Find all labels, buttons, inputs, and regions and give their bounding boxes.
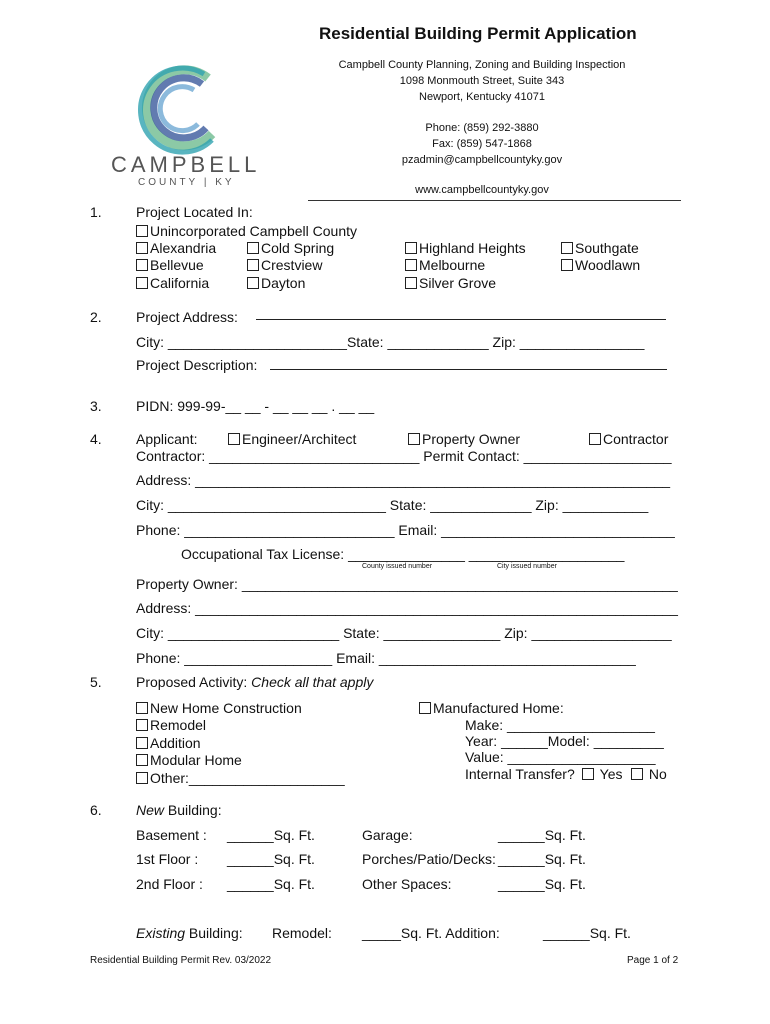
second-floor-label: 2nd Floor : <box>136 876 203 892</box>
checkbox-icon[interactable] <box>228 433 240 445</box>
other-spaces-sqft-field[interactable]: ______Sq. Ft. <box>498 876 586 892</box>
second-floor-sqft-field[interactable]: ______Sq. Ft. <box>227 876 315 892</box>
owner-address-line[interactable]: Address: ______________________________________________________________ <box>136 600 678 616</box>
checkbox-icon[interactable] <box>136 772 148 784</box>
section-number: 5. <box>90 674 102 690</box>
dept-website: www.campbellcountyky.gov <box>415 184 549 196</box>
dept-email: pzadmin@campbellcountyky.gov <box>401 154 563 166</box>
checkbox-dayton[interactable]: Dayton <box>247 275 305 291</box>
checkbox-icon[interactable] <box>136 277 148 289</box>
garage-label: Garage: <box>362 827 413 843</box>
section-number: 6. <box>90 802 102 818</box>
owner-city-line[interactable]: City: ______________________ State: _______________ Zip: __________________ <box>136 625 672 641</box>
checkbox-icon[interactable] <box>136 754 148 766</box>
addition-sqft-field[interactable]: ______Sq. Ft. <box>543 925 631 941</box>
project-address-label: Project Address: <box>136 309 238 325</box>
first-floor-label: 1st Floor : <box>136 851 199 867</box>
checkbox-addition[interactable]: Addition <box>136 735 201 751</box>
checkbox-icon[interactable] <box>561 242 573 254</box>
make-field[interactable]: Make: ___________________ <box>465 717 655 733</box>
applicant-city-line[interactable]: City: ____________________________ State: _____________ Zip: ___________ <box>136 497 649 513</box>
existing-building-label: Existing Building: <box>136 925 243 941</box>
checkbox-icon[interactable] <box>589 433 601 445</box>
project-description-label: Project Description: <box>136 357 258 373</box>
porches-label: Porches/Patio/Decks: <box>362 851 496 867</box>
checkbox-unincorporated[interactable]: Unincorporated Campbell County <box>136 223 357 239</box>
first-floor-sqft-field[interactable]: ______Sq. Ft. <box>227 851 315 867</box>
footer-revision: Residential Building Permit Rev. 03/2022 <box>90 955 272 966</box>
pidn-field[interactable]: PIDN: 999-99-__ __ - __ __ __ . __ __ <box>136 398 375 414</box>
porches-sqft-field[interactable]: ______Sq. Ft. <box>498 851 586 867</box>
checkbox-melbourne[interactable]: Melbourne <box>405 257 485 273</box>
dept-phone: Phone: (859) 292-3880 <box>425 122 539 134</box>
county-issued-caption: County issued number <box>362 563 433 570</box>
checkbox-icon[interactable] <box>247 242 259 254</box>
checkbox-woodlawn[interactable]: Woodlawn <box>561 257 640 273</box>
occupational-tax-line[interactable]: Occupational Tax License: _______________ ____________________ <box>181 546 625 562</box>
basement-sqft-field[interactable]: ______Sq. Ft. <box>227 827 315 843</box>
garage-sqft-field[interactable]: ______Sq. Ft. <box>498 827 586 843</box>
checkbox-engineer-architect[interactable]: Engineer/Architect <box>228 431 356 447</box>
checkbox-property-owner[interactable]: Property Owner <box>408 431 520 447</box>
checkbox-alexandria[interactable]: Alexandria <box>136 240 216 256</box>
basement-label: Basement : <box>136 827 207 843</box>
checkbox-icon[interactable] <box>247 277 259 289</box>
checkbox-silver-grove[interactable]: Silver Grove <box>405 275 496 291</box>
section-number: 2. <box>90 309 102 325</box>
checkbox-highland-heights[interactable]: Highland Heights <box>405 240 526 256</box>
checkbox-icon[interactable] <box>582 768 594 780</box>
checkbox-icon[interactable] <box>136 737 148 749</box>
checkbox-icon[interactable] <box>136 225 148 237</box>
value-field[interactable]: Value: ___________________ <box>465 749 656 765</box>
checkbox-modular-home[interactable]: Modular Home <box>136 752 242 768</box>
project-location-label: Project Located In: <box>136 204 253 220</box>
checkbox-icon[interactable] <box>419 702 431 714</box>
checkbox-icon[interactable] <box>136 259 148 271</box>
contractor-line[interactable]: Contractor: ___________________________ Permit Contact: ___________________ <box>136 448 672 464</box>
header-divider <box>308 200 681 201</box>
applicant-phone-line[interactable]: Phone: ___________________________ Email: ______________________________ <box>136 522 675 538</box>
dept-fax: Fax: (859) 547-1868 <box>432 138 532 150</box>
checkbox-manufactured-home[interactable]: Manufactured Home: <box>419 700 564 716</box>
applicant-address-line[interactable]: Address: _____________________________________________________________ <box>136 472 671 488</box>
checkbox-bellevue[interactable]: Bellevue <box>136 257 204 273</box>
checkbox-icon[interactable] <box>136 702 148 714</box>
page-title: Residential Building Permit Application <box>319 24 637 43</box>
section-number: 3. <box>90 398 102 414</box>
owner-phone-line[interactable]: Phone: ___________________ Email: _________________________________ <box>136 650 636 666</box>
dept-city: Newport, Kentucky 41071 <box>419 91 545 103</box>
checkbox-icon[interactable] <box>405 242 417 254</box>
checkbox-icon[interactable] <box>405 259 417 271</box>
project-description-field[interactable] <box>270 369 667 370</box>
checkbox-other[interactable]: Other:____________________ <box>136 770 345 786</box>
checkbox-icon[interactable] <box>136 242 148 254</box>
section-number: 1. <box>90 204 102 220</box>
checkbox-icon[interactable] <box>631 768 643 780</box>
campbell-county-logo <box>108 60 268 190</box>
checkbox-icon[interactable] <box>561 259 573 271</box>
checkbox-cold-spring[interactable]: Cold Spring <box>247 240 334 256</box>
checkbox-icon[interactable] <box>408 433 420 445</box>
year-model-field[interactable]: Year: ______Model: _________ <box>465 733 664 749</box>
checkbox-icon[interactable] <box>136 719 148 731</box>
city-issued-caption: City issued number <box>497 563 557 570</box>
checkbox-remodel[interactable]: Remodel <box>136 717 206 733</box>
checkbox-icon[interactable] <box>405 277 417 289</box>
remodel-label: Remodel: <box>272 925 332 941</box>
applicant-label: Applicant: <box>136 431 198 447</box>
dept-name: Campbell County Planning, Zoning and Building Inspection <box>338 59 626 71</box>
proposed-activity-label: Proposed Activity: Check all that apply <box>136 674 374 690</box>
checkbox-transfer-no[interactable]: No <box>631 766 667 782</box>
checkbox-crestview[interactable]: Crestview <box>247 257 322 273</box>
checkbox-icon[interactable] <box>247 259 259 271</box>
dept-street: 1098 Monmouth Street, Suite 343 <box>399 75 565 87</box>
checkbox-southgate[interactable]: Southgate <box>561 240 639 256</box>
internal-transfer-label: Internal Transfer? <box>465 766 575 782</box>
checkbox-contractor[interactable]: Contractor <box>589 431 668 447</box>
project-address-field[interactable] <box>256 319 666 320</box>
logo-text: CAMPBELL <box>111 152 261 177</box>
remodel-sqft-field[interactable]: _____Sq. Ft. Addition: <box>362 925 500 941</box>
checkbox-new-home[interactable]: New Home Construction <box>136 700 302 716</box>
logo-subtext: COUNTY | KY <box>138 177 235 188</box>
footer-page-number: Page 1 of 2 <box>627 955 679 966</box>
project-city-line[interactable]: City: _______________________State: _____________ Zip: ________________ <box>136 334 645 350</box>
section-number: 4. <box>90 431 102 447</box>
new-building-label: New Building: <box>136 802 222 818</box>
checkbox-transfer-yes[interactable]: Yes <box>582 766 622 782</box>
other-spaces-label: Other Spaces: <box>362 876 452 892</box>
checkbox-california[interactable]: California <box>136 275 209 291</box>
property-owner-line[interactable]: Property Owner: ________________________________________________________ <box>136 576 678 592</box>
